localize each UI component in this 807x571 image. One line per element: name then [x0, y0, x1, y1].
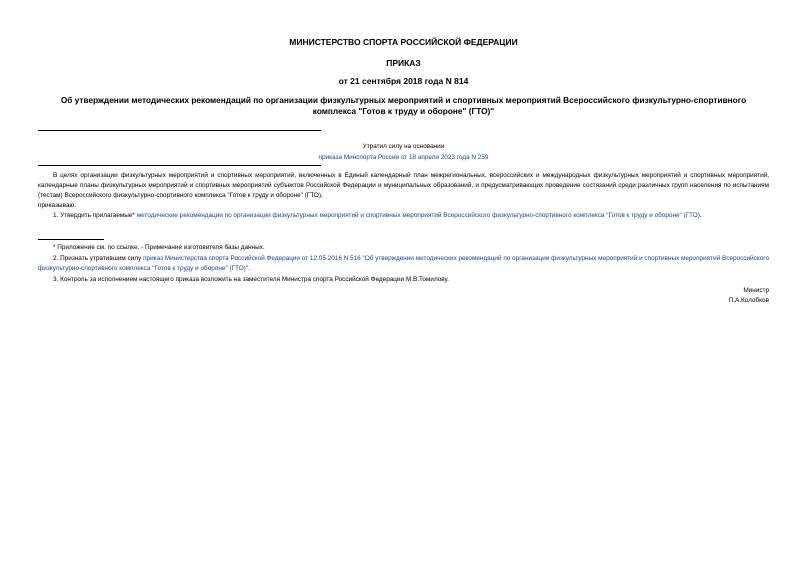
item-2-prefix: 2. Признать утратившим силу [53, 255, 144, 262]
document-type: ПРИКАЗ [386, 58, 421, 68]
document-date-number: от 21 сентября 2018 года N 814 [338, 76, 469, 86]
item-1-prefix: 1. Утвердить прилагаемые* [53, 212, 137, 219]
status-note: Утратил силу на основании [362, 143, 445, 150]
signature-position: Министр [743, 287, 769, 294]
header-divider [38, 130, 321, 131]
item-2 [38, 254, 769, 274]
signature-name: П.А.Колобков [728, 297, 769, 304]
item-1-suffix: . [699, 212, 702, 219]
footnote-divider [38, 239, 104, 240]
recommendations-link[interactable]: методические рекомендации по организации физкультурных мероприятий и спортивных мероприятий Всероссийского физкультурно-спортивного комплекса "Готов к труду и обороне" (ГТО) [136, 212, 700, 219]
repealed-order-link[interactable]: приказ Министерства спорта Российской Федерации от 12.05.2016 N 516 "Об утверждении методических рекомендаций по организации физкультурных мероприятий и спортивных мероприятий Всероссийского физкультурно-спортивного комплекса "Готов к труду и обороне" (ГТО)" [38, 255, 769, 272]
item-3: 3. Контроль за исполнением настоящего приказа возложить на заместителя Министра спорта Российской Федерации М.В.Томилову. [53, 276, 449, 283]
document-title: Об утверждении методических рекомендаций по организации физкультурных мероприятий и спортивных мероприятий Всероссийского физкультурно-спортивного комплекса "Готов к труду и обороне" (ГТО)" [60, 95, 747, 116]
ministry-name: МИНИСТЕРСТВО СПОРТА РОССИЙСКОЙ ФЕДЕРАЦИИ [289, 37, 518, 47]
footnote: * Приложение см. по ссылке. - Примечание изготовителя базы данных. [53, 244, 265, 251]
intro-paragraph: В целях организации физкультурных мероприятий и спортивных мероприятий, включенных в Единый календарный план межрегиональных, всероссийских и международных физкультурных мероприятий и спортивных мероприятий, календарные планы физкультурных мероприятий и спортивных мероприятий субъектов Российской Федерации и муниципальных образований, и предусматривающих проведение состязаний среди различных групп населения по испытаниям (тестам) Всероссийского физкультурно-спортивного комплекса "Готов к труду и обороне" (ГТО), [38, 172, 769, 199]
item-2-suffix: . [248, 265, 250, 272]
item-1 [38, 211, 769, 221]
status-repeal-link[interactable]: приказа Минспорта России от 18 апреля 2023 года N 259 [318, 154, 489, 161]
status-divider [38, 165, 321, 166]
order-word: приказываю: [38, 202, 76, 209]
